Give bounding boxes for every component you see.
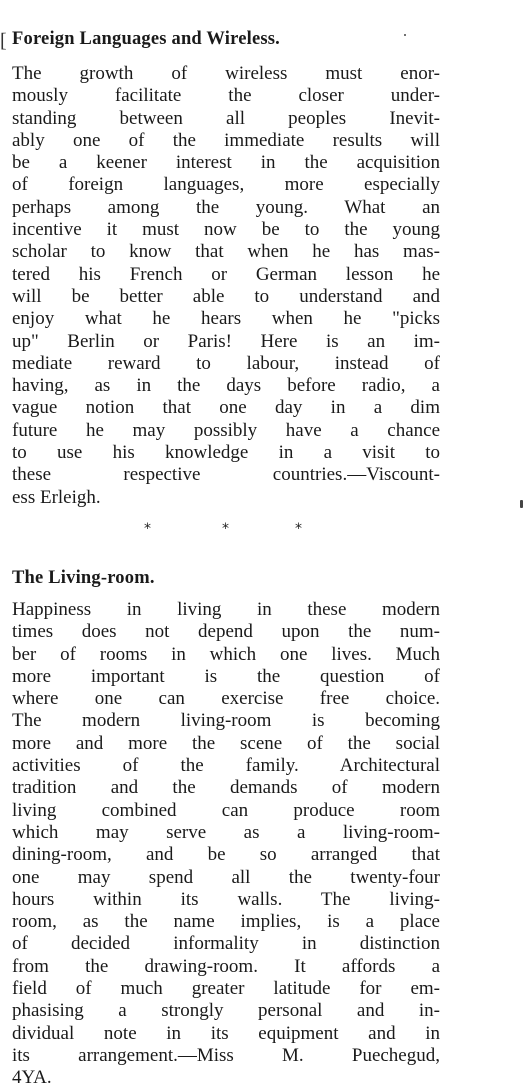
- text-line: tered his French or German lesson he: [12, 263, 440, 285]
- text-line: future he may possibly have a chance: [12, 419, 440, 441]
- text-line: 4YA.: [12, 1067, 52, 1089]
- section-separator: [12, 509, 440, 567]
- text-line: up" Berlin or Paris! Here is an im-: [12, 330, 440, 352]
- text-line: to use his knowledge in a visit to: [12, 442, 440, 464]
- text-line: one may spend all the twenty-four: [12, 866, 440, 888]
- text-line: which may serve as a living-room-: [12, 821, 440, 843]
- separator-star: *: [222, 520, 229, 537]
- text-line: The growth of wireless must enor-: [12, 63, 440, 84]
- separator-star: *: [295, 520, 302, 537]
- text-line: hours within its walls. The living-: [12, 888, 440, 910]
- text-line: ber of rooms in which one lives. Much: [12, 643, 440, 665]
- text-line: room, as the name implies, is a place: [12, 911, 440, 933]
- text-line: times does not depend upon the num-: [12, 621, 440, 643]
- text-line: Happiness in living in these modern: [12, 598, 440, 620]
- text-line: will be better able to understand and: [12, 285, 440, 307]
- text-line: these respective countries.—Viscount-: [12, 464, 440, 486]
- text-line: more and more the scene of the social: [12, 732, 440, 754]
- text-line: activities of the family. Architectural: [12, 755, 440, 777]
- text-line: dividual note in its equipment and in: [12, 1022, 440, 1044]
- text-line: its arrangement.—Miss M. Puechegud,: [12, 1044, 440, 1066]
- article-heading-living-room: The Living-room.: [12, 567, 155, 588]
- column-bracket-mark: [: [0, 30, 7, 52]
- text-line: standing between all peoples Inevit-: [12, 107, 440, 129]
- text-line: of foreign languages, more especially: [12, 174, 440, 196]
- text-line: from the drawing-room. It affords a: [12, 955, 440, 977]
- text-line: vague notion that one day in a dim: [12, 397, 440, 419]
- text-line: The modern living-room is becoming: [12, 710, 440, 732]
- text-line: mediate reward to labour, instead of: [12, 352, 440, 374]
- text-line: living combined can produce room: [12, 799, 440, 821]
- text-line: where one can exercise free choice.: [12, 688, 440, 710]
- article-heading-foreign-languages: Foreign Languages and Wireless.: [12, 29, 280, 49]
- text-line: of decided informality in distinction: [12, 933, 440, 955]
- text-line: having, as in the days before radio, a: [12, 375, 440, 397]
- text-line: scholar to know that when he has mas-: [12, 241, 440, 263]
- text-line: mously facilitate the closer under-: [12, 85, 440, 107]
- article-body-living-room: [12, 599, 440, 1089]
- text-line: enjoy what he hears when he "picks: [12, 308, 440, 330]
- text-line: perhaps among the young. What an: [12, 196, 440, 218]
- text-line: ess Erleigh.: [12, 486, 101, 508]
- text-line: ably one of the immediate results will: [12, 129, 440, 151]
- text-line: field of much greater latitude for em-: [12, 977, 440, 999]
- text-line: incentive it must now be to the young: [12, 219, 440, 241]
- text-line: phasising a strongly personal and in-: [12, 1000, 440, 1022]
- article-body-foreign-languages: [12, 63, 440, 509]
- text-line: dining-room, and be so arranged that: [12, 844, 440, 866]
- speck: [520, 500, 523, 508]
- text-line: tradition and the demands of modern: [12, 777, 440, 799]
- newspaper-column: [12, 28, 440, 1089]
- separator-star: *: [144, 520, 151, 537]
- text-line: be a keener interest in the acquisition: [12, 152, 440, 174]
- text-line: more important is the question of: [12, 665, 440, 687]
